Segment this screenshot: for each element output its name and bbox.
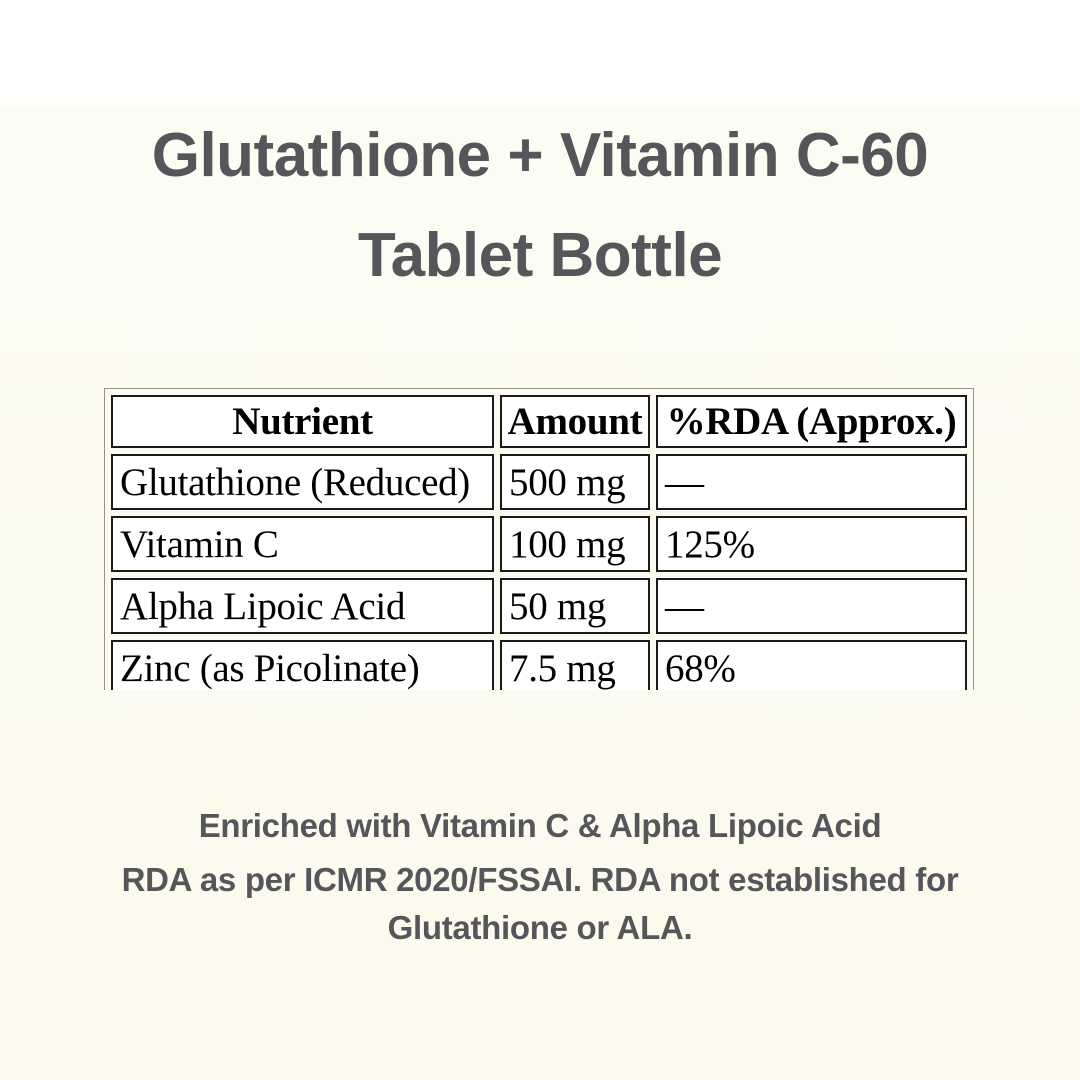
table-row <box>111 516 967 572</box>
cell-amount: 500 mg <box>500 454 650 510</box>
cell-amount: 7.5 mg <box>500 640 650 690</box>
footer <box>0 806 1080 952</box>
footer-note-line-2: Glutathione or ALA. <box>387 909 693 946</box>
page-title <box>0 106 1080 306</box>
table-row <box>111 640 967 690</box>
nutrition-table <box>104 388 974 690</box>
title-line-2: Tablet Bottle <box>357 221 723 290</box>
footer-note <box>0 856 1080 952</box>
footer-highlight: Enriched with Vitamin C & Alpha Lipoic Acid <box>198 807 882 844</box>
nutrition-table-container <box>104 388 976 690</box>
cell-nutrient: Glutathione (Reduced) <box>111 454 494 510</box>
table-row <box>111 578 967 634</box>
cell-rda: 125% <box>656 516 967 572</box>
table-header-row <box>111 395 967 448</box>
cell-rda: — <box>656 454 967 510</box>
cell-amount: 100 mg <box>500 516 650 572</box>
footer-note-line-1: RDA as per ICMR 2020/FSSAI. RDA not established for <box>121 861 959 898</box>
cell-rda: 68% <box>656 640 967 690</box>
title-line-1: Glutathione + Vitamin C-60 <box>151 121 929 190</box>
cell-nutrient: Vitamin C <box>111 516 494 572</box>
cell-amount: 50 mg <box>500 578 650 634</box>
col-header-nutrient: Nutrient <box>111 395 494 448</box>
col-header-rda: %RDA (Approx.) <box>656 395 967 448</box>
col-header-amount: Amount <box>500 395 650 448</box>
cell-nutrient: Zinc (as Picolinate) <box>111 640 494 690</box>
table-row <box>111 454 967 510</box>
cell-nutrient: Alpha Lipoic Acid <box>111 578 494 634</box>
cell-rda: — <box>656 578 967 634</box>
